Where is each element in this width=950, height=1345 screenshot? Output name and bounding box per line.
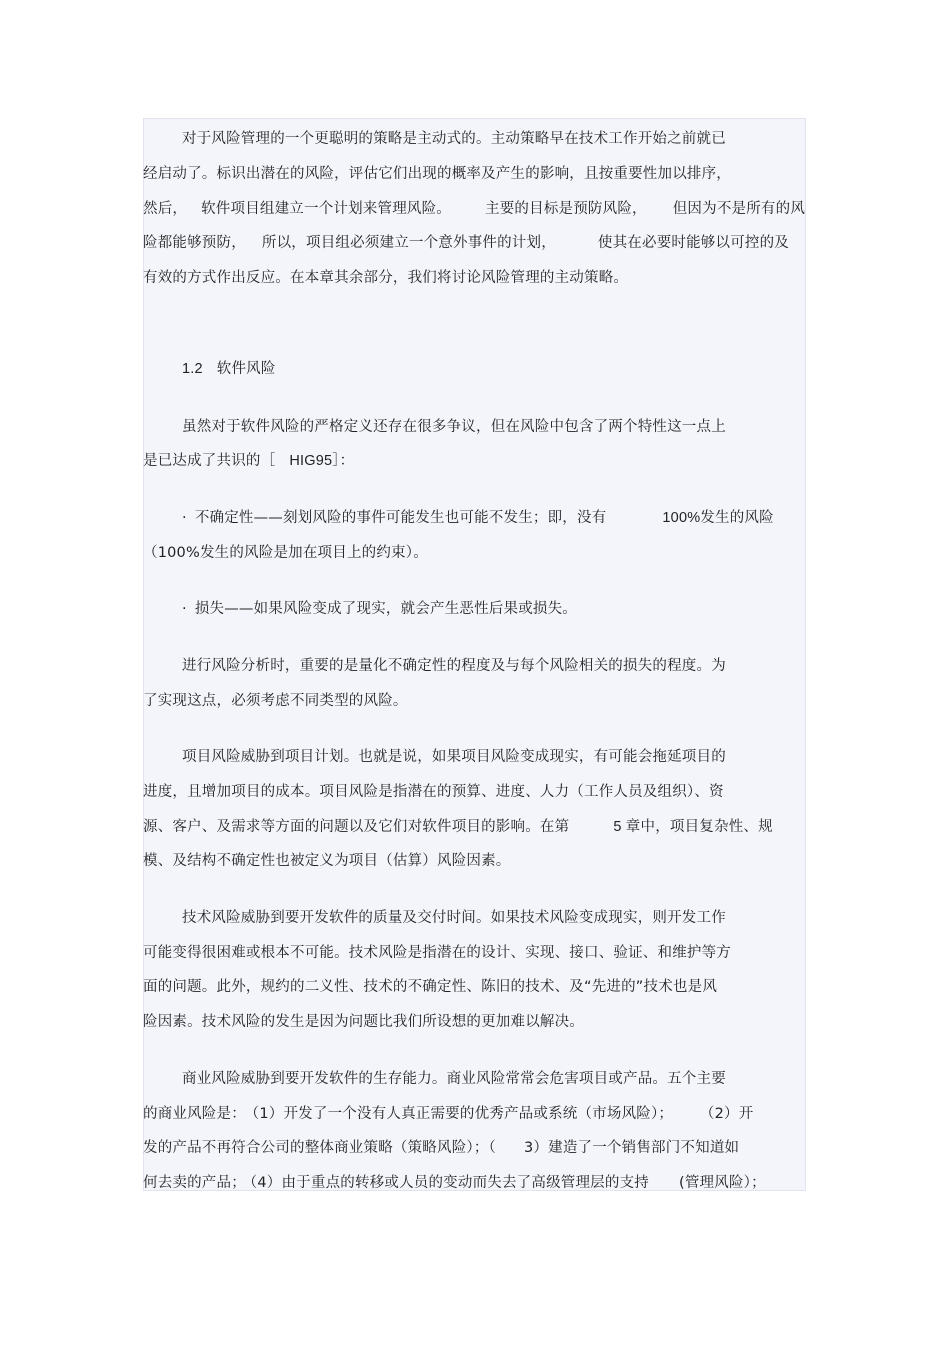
text-segment: 所以，项目组必须建立一个意外事件的计划， — [261, 235, 556, 251]
text-segment: 软件项目组建立一个计划来管理风险。 — [201, 201, 452, 217]
bullet-dot: · — [182, 601, 187, 617]
text-segment: 然后， — [143, 201, 188, 217]
text-segment: 模、及结构不确定性也被定义为项目（估算）风险因素。 — [143, 853, 511, 869]
bullet-line — [182, 599, 577, 619]
text-segment: （4）由于重点的转移或人员的变动而失去了高级管理层的支持 — [249, 1175, 649, 1191]
paragraph-line — [143, 943, 731, 963]
text-segment: 项目风险威胁到项目计划。也就是说，如果项目风险变成现实，有可能会拖延项目的 — [182, 749, 726, 765]
bullet-line — [143, 543, 428, 563]
text-segment: 面的问题。此外，规约的二义性、技术的不确定性、陈旧的技术、及“先进的”技术也是风 — [143, 979, 718, 995]
text-segment: 3）建造了一个销售部门不知道如 — [524, 1140, 740, 1156]
paragraph-line — [143, 268, 628, 288]
paragraph-line — [143, 691, 408, 711]
text-segment: 有效的方式作出反应。在本章其余部分，我们将讨论风险管理的主动策略。 — [143, 270, 629, 286]
text-segment: 损失——如果风险变成了现实，就会产生恶性后果或损失。 — [194, 601, 578, 617]
text-segment: 商业风险威胁到要开发软件的生存能力。商业风险常常会危害项目或产品。五个主要 — [182, 1071, 726, 1087]
text-segment: 但因为不是所有的风 — [672, 201, 806, 217]
text-segment: 技术风险威胁到要开发软件的质量及交付时间。如果技术风险变成现实，则开发工作 — [182, 910, 726, 926]
paragraph-line — [182, 129, 726, 149]
paragraph-line — [143, 233, 789, 253]
text-segment: 是已达成了共识的［ — [143, 453, 276, 469]
paragraph-line — [182, 908, 726, 928]
text-segment: 的商业风险是： — [143, 1106, 246, 1122]
paragraph-line — [143, 199, 805, 219]
text-segment: 进行风险分析时，重要的是量化不确定性的程度及与每个风险相关的损失的程度。为 — [182, 658, 726, 674]
bullet-line — [182, 508, 774, 528]
text-segment: 发的产品不再符合公司的整体商业策略（策略风险）；（ — [143, 1140, 496, 1156]
text-segment: 主要的目标是预防风险， — [485, 201, 647, 217]
text-segment: 险因素。技术风险的发生是因为问题比我们所设想的更加难以解决。 — [143, 1014, 584, 1030]
paragraph-line — [143, 851, 511, 871]
paragraph-line — [143, 782, 724, 802]
citation: HIG95］： — [289, 453, 355, 469]
section-title: 软件风险 — [216, 361, 276, 377]
text-segment: (管理风险）； — [678, 1175, 766, 1191]
text-segment: （2）开 — [707, 1106, 754, 1122]
paragraph-line — [143, 164, 731, 184]
paragraph-line — [143, 977, 717, 997]
paragraph-line — [143, 1012, 584, 1032]
text-segment: 何去卖的产品； — [143, 1175, 246, 1191]
text-segment: 经启动了。标识出潜在的风险，评估它们出现的概率及产生的影响，且按重要性加以排序， — [143, 166, 731, 182]
paragraph-line — [143, 1138, 739, 1158]
paragraph-line — [143, 1173, 766, 1193]
paragraph-line — [143, 1104, 753, 1124]
paragraph-line — [182, 1069, 726, 1089]
text-segment: 不确定性——刻划风险的事件可能发生也可能不发生；即，没有 — [194, 510, 607, 526]
text-segment: 100%发生的风险 — [662, 510, 774, 526]
text-segment: 虽然对于软件风险的严格定义还存在很多争议，但在风险中包含了两个特性这一点上 — [182, 419, 726, 435]
text-segment: 对于风险管理的一个更聪明的策略是主动式的。主动策略早在技术工作开始之前就已 — [182, 131, 726, 147]
text-segment: 使其在必要时能够以可控的及 — [597, 235, 790, 251]
text-segment: 了实现这点，必须考虑不同类型的风险。 — [143, 693, 408, 709]
text-segment: 可能变得很困难或根本不可能。技术风险是指潜在的设计、实现、接口、验证、和维护等方 — [143, 945, 731, 961]
text-segment: 进度，且增加项目的成本。项目风险是指潜在的预算、进度、人力（工作人员及组织）、资 — [143, 784, 724, 800]
paragraph-line — [143, 817, 773, 837]
text-segment: 源、客户、及需求等方面的问题以及它们对软件项目的影响。在第 — [143, 819, 570, 835]
text-segment: （1）开发了一个没有人真正需要的优秀产品或系统（市场风险）； — [251, 1106, 674, 1122]
text-segment: 险都能够预防， — [143, 235, 246, 251]
paragraph-line — [143, 451, 354, 471]
paragraph-line — [182, 417, 726, 437]
paragraph-line — [182, 747, 726, 767]
text-segment: （100%发生的风险是加在项目上的约束）。 — [143, 545, 428, 561]
section-heading — [182, 359, 276, 379]
section-number: 1.2 — [182, 361, 203, 377]
paragraph-line — [182, 656, 726, 676]
bullet-dot: · — [182, 510, 187, 526]
text-segment: 5 章中，项目复杂性、规 — [613, 819, 773, 835]
